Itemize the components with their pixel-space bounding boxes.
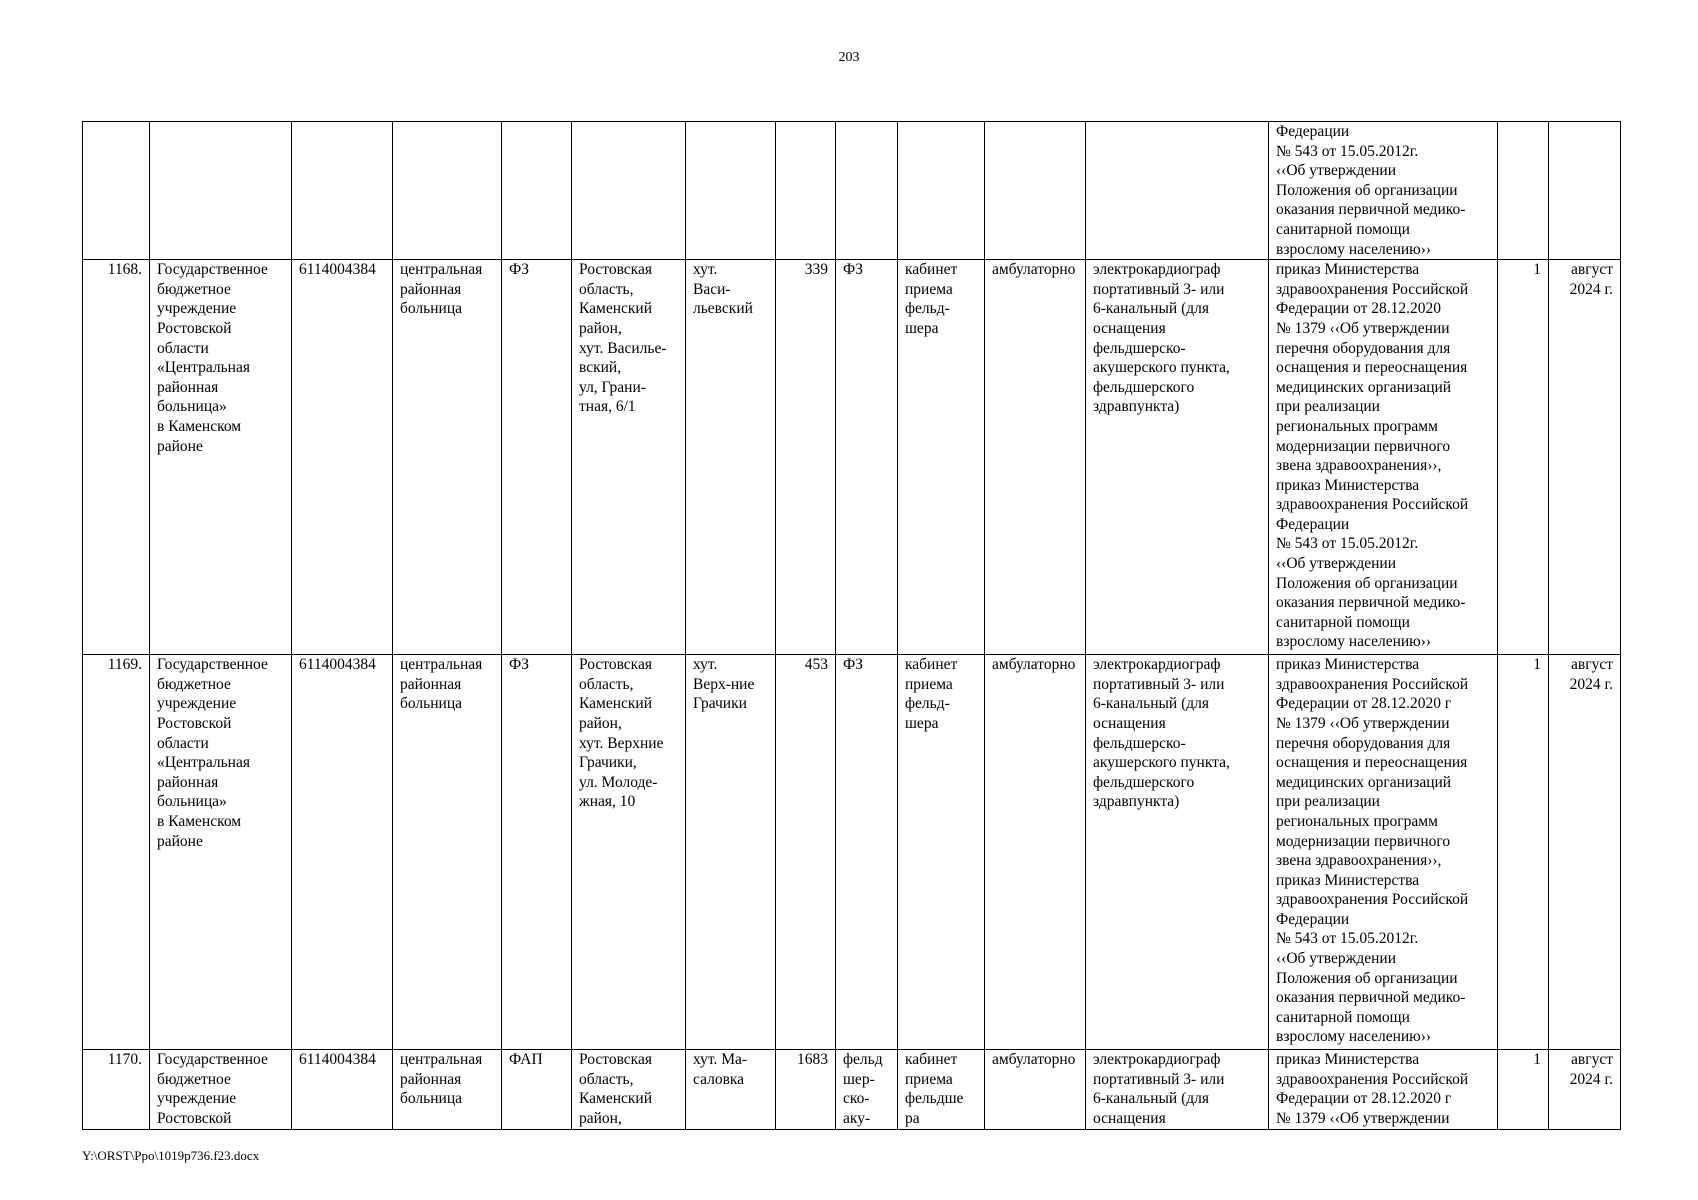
cell-num bbox=[83, 122, 150, 260]
cell-org: Государственное бюджетное учреждение Ростовской области «Центральная районная больница» в Каменском районе bbox=[150, 655, 292, 1050]
cell-type: центральная районная больница bbox=[393, 260, 502, 655]
cell-num: 1168. bbox=[83, 260, 150, 655]
cell-inn bbox=[292, 122, 393, 260]
cell-population: 1683 bbox=[776, 1050, 836, 1129]
table-row bbox=[83, 655, 1621, 1050]
cell-population: 339 bbox=[776, 260, 836, 655]
cell-unit: ФЗ bbox=[502, 260, 572, 655]
cell-equipment: электрокардиограф портативный 3- или 6-канальный (для оснащения фельдшерско- акушерского пункта, фельдшерского здравпункта) bbox=[1086, 655, 1269, 1050]
cell-equipment: электрокардиограф портативный 3- или 6-канальный (для оснащения bbox=[1086, 1050, 1269, 1129]
cell-legal: приказ Министерства здравоохранения Российской Федерации от 28.12.2020 г № 1379 ‹‹Об утверждении bbox=[1269, 1050, 1498, 1129]
table-row-continuation bbox=[83, 122, 1621, 260]
cell-settlement: хут. Васи- льевский bbox=[686, 260, 776, 655]
cell-address bbox=[572, 122, 686, 260]
page-number: 203 bbox=[838, 50, 860, 65]
cell-equipment bbox=[1086, 122, 1269, 260]
cell-date: август 2024 г. bbox=[1549, 655, 1621, 1050]
cell-type bbox=[393, 122, 502, 260]
cell-num: 1169. bbox=[83, 655, 150, 1050]
cell-inn: 6114004384 bbox=[292, 1050, 393, 1129]
cell-unit: ФЗ bbox=[502, 655, 572, 1050]
cell-settlement: хут. Верх-ние Грачики bbox=[686, 655, 776, 1050]
cell-legal: Федерации № 543 от 15.05.2012г. ‹‹Об утверждении Положения об организации оказания первичной медико- санитарной помощи взрослому населению›› bbox=[1269, 122, 1498, 260]
cell-mode: амбулаторно bbox=[985, 260, 1086, 655]
table-row bbox=[83, 1050, 1621, 1129]
cell-org: Государственное бюджетное учреждение Ростовской bbox=[150, 1050, 292, 1129]
cell-mode: амбулаторно bbox=[985, 655, 1086, 1050]
cell-population: 453 bbox=[776, 655, 836, 1050]
cell-settlement: хут. Ма- саловка bbox=[686, 1050, 776, 1129]
cell-room: кабинет приема фельдше ра bbox=[898, 1050, 985, 1129]
cell-address: Ростовская область, Каменский район, хут. Верхние Грачики, ул. Молоде- жная, 10 bbox=[572, 655, 686, 1050]
cell-type: центральная районная больница bbox=[393, 655, 502, 1050]
cell-unit: ФАП bbox=[502, 1050, 572, 1129]
cell-address: Ростовская область, Каменский район, хут. Василье- вский, ул, Грани- тная, 6/1 bbox=[572, 260, 686, 655]
cell-org: Государственное бюджетное учреждение Ростовской области «Центральная районная больница» в Каменском районе bbox=[150, 260, 292, 655]
cell-num: 1170. bbox=[83, 1050, 150, 1129]
equipment-table bbox=[82, 121, 1621, 1130]
cell-unit-type bbox=[836, 122, 898, 260]
cell-date: август 2024 г. bbox=[1549, 1050, 1621, 1129]
cell-equipment: электрокардиограф портативный 3- или 6-канальный (для оснащения фельдшерско- акушерского пункта, фельдшерского здравпункта) bbox=[1086, 260, 1269, 655]
cell-legal: приказ Министерства здравоохранения Российской Федерации от 28.12.2020 № 1379 ‹‹Об утверждении перечня оборудования для оснащения и переоснащения медицинских организаций при реализации региональных программ модернизации первичного звена здравоохранения››, приказ Министерства здравоохранения Российской Федерации № 543 от 15.05.2012г. ‹‹Об утверждении Положения об организации оказания первичной медико- санитарной помощи взрослому населению›› bbox=[1269, 260, 1498, 655]
cell-qty bbox=[1498, 122, 1549, 260]
cell-room bbox=[898, 122, 985, 260]
cell-address: Ростовская область, Каменский район, bbox=[572, 1050, 686, 1129]
cell-date: август 2024 г. bbox=[1549, 260, 1621, 655]
footer-file-path: Y:\ORST\Ppo\1019p736.f23.docx bbox=[82, 1148, 260, 1163]
cell-qty: 1 bbox=[1498, 260, 1549, 655]
cell-unit bbox=[502, 122, 572, 260]
cell-mode: амбулаторно bbox=[985, 1050, 1086, 1129]
cell-population bbox=[776, 122, 836, 260]
cell-room: кабинет приема фельд- шера bbox=[898, 260, 985, 655]
cell-legal: приказ Министерства здравоохранения Российской Федерации от 28.12.2020 г № 1379 ‹‹Об утверждении перечня оборудования для оснащения и переоснащения медицинских организаций при реализации региональных программ модернизации первичного звена здравоохранения››, приказ Министерства здравоохранения Российской Федерации № 543 от 15.05.2012г. ‹‹Об утверждении Положения об организации оказания первичной медико- санитарной помощи взрослому населению›› bbox=[1269, 655, 1498, 1050]
cell-room: кабинет приема фельд- шера bbox=[898, 655, 985, 1050]
cell-qty: 1 bbox=[1498, 1050, 1549, 1129]
cell-date bbox=[1549, 122, 1621, 260]
cell-unit-type: фельд шер- ско- аку- bbox=[836, 1050, 898, 1129]
cell-type: центральная районная больница bbox=[393, 1050, 502, 1129]
cell-unit-type: ФЗ bbox=[836, 260, 898, 655]
cell-unit-type: ФЗ bbox=[836, 655, 898, 1050]
cell-qty: 1 bbox=[1498, 655, 1549, 1050]
cell-settlement bbox=[686, 122, 776, 260]
cell-mode bbox=[985, 122, 1086, 260]
cell-org bbox=[150, 122, 292, 260]
cell-inn: 6114004384 bbox=[292, 655, 393, 1050]
cell-inn: 6114004384 bbox=[292, 260, 393, 655]
table-row bbox=[83, 260, 1621, 655]
